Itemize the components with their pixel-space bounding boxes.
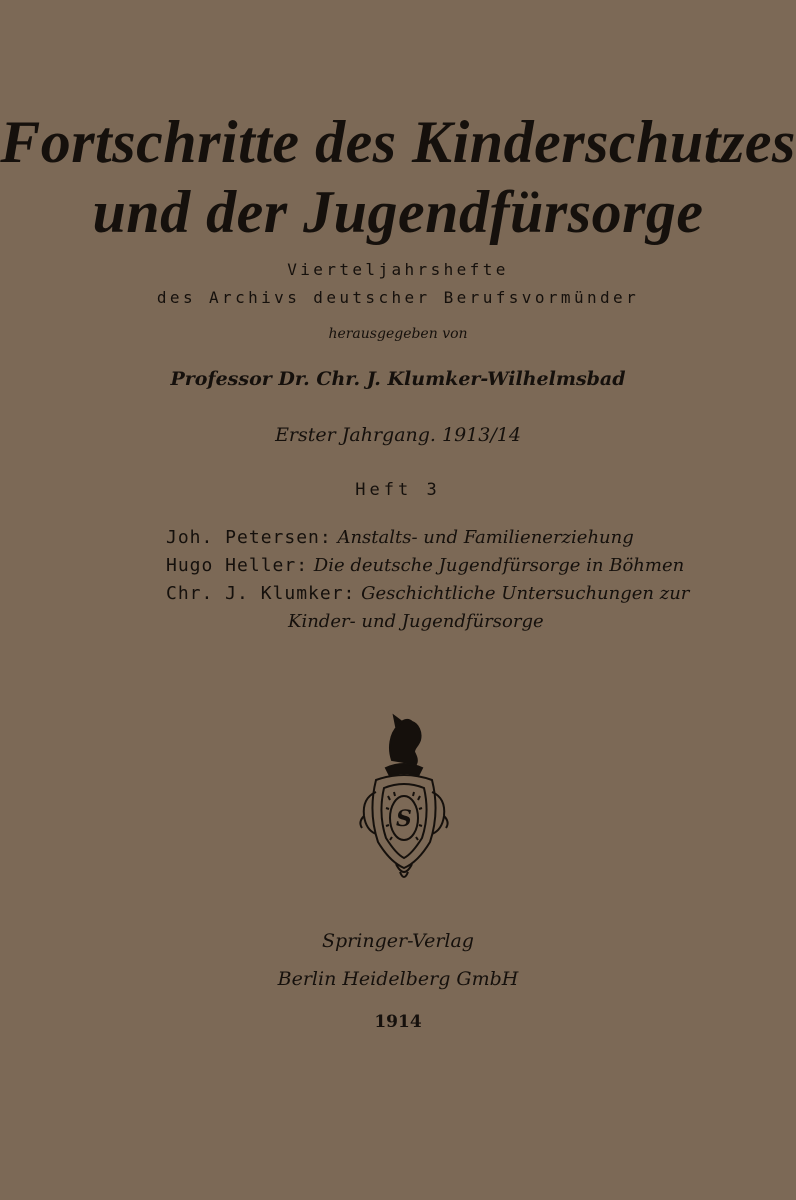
table-of-contents: [166, 524, 726, 636]
editor-label: herausgegeben von: [328, 326, 468, 342]
publication-year: 1914: [374, 1012, 422, 1032]
entry-title: Anstalts- und Familienerziehung: [337, 527, 634, 548]
contents-entry: [166, 552, 726, 580]
entry-title: Geschichtliche Untersuchungen zur: [361, 583, 690, 604]
springer-knight-emblem-icon: [356, 712, 452, 884]
entry-author: Joh. Petersen:: [166, 527, 332, 548]
entry-author: Hugo Heller:: [166, 555, 309, 576]
editor-name: Professor Dr. Chr. J. Klumker-Wilhelmsbad: [170, 368, 626, 390]
entry-title-continuation: Kinder- und Jugendfürsorge: [288, 611, 544, 632]
entry-author: Chr. J. Klumker:: [166, 583, 356, 604]
title-line-2: und der Jugendfürsorge: [92, 179, 704, 245]
volume-info: Erster Jahrgang. 1913/14: [275, 424, 521, 446]
issue-number: Heft 3: [355, 480, 441, 500]
entry-title: Die deutsche Jugendfürsorge in Böhmen: [313, 555, 685, 576]
title-line-1: Fortschritte des Kinderschutzes: [0, 109, 796, 175]
subtitle-line-2: des Archivs deutscher Berufsvormünder: [156, 288, 640, 307]
emblem-monogram: S: [396, 806, 412, 832]
publisher-name: Springer-Verlag: [322, 930, 474, 952]
subtitle-line-1: Vierteljahrshefte: [287, 260, 509, 279]
contents-entry: [166, 580, 726, 608]
publisher-place: Berlin Heidelberg GmbH: [277, 968, 519, 990]
contents-entry: [166, 524, 726, 552]
